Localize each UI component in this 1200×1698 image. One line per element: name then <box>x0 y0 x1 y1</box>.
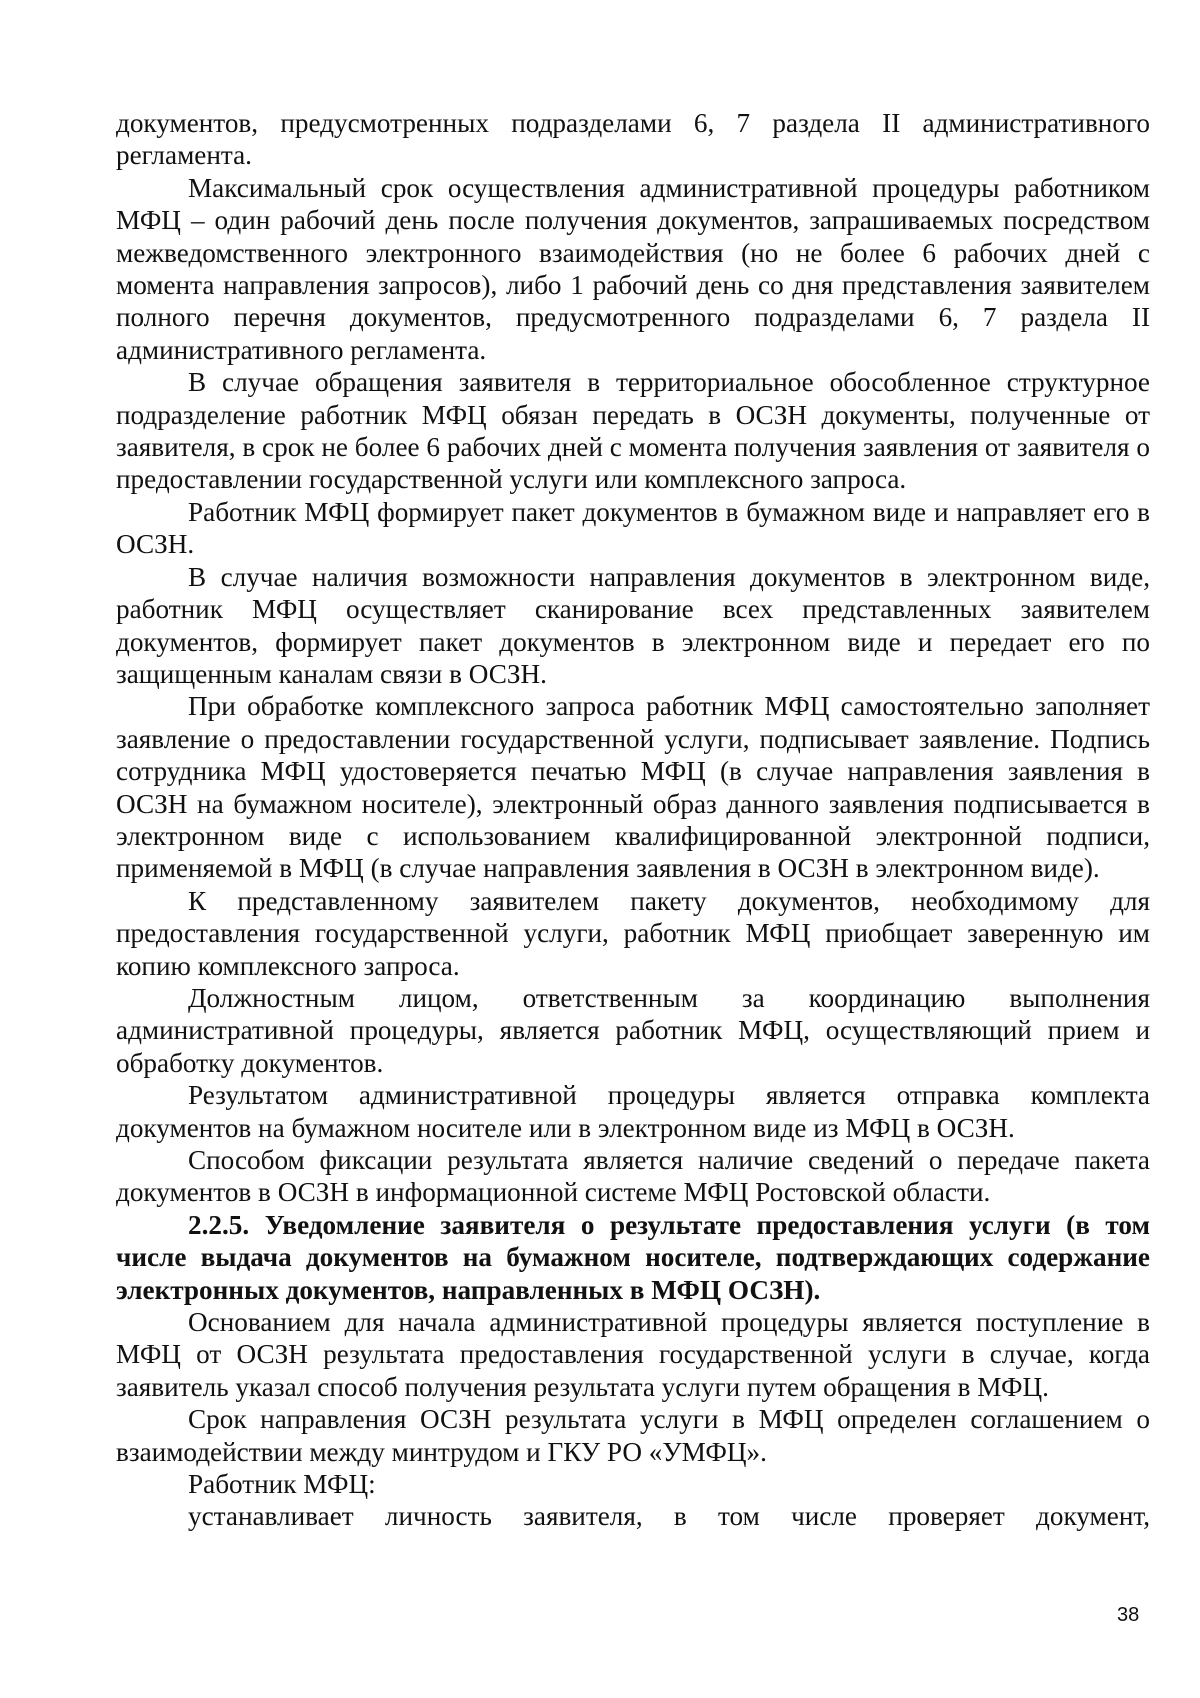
paragraph-identity-check: устанавливает личность заявителя, в том числе проверяет документ, <box>188 1501 1150 1532</box>
paragraph-worker-label: Работник МФЦ: <box>188 1469 376 1500</box>
paragraph-max-term: Максимальный срок осуществления административной процедуры работником МФЦ – один рабочий день после получения документов, запрашиваемых посредством межведомственного электронного взаимодействия (но не более 6 рабочих дней с момента направления запросов), либо 1 рабочий день со дня представления заявителем полного перечня документов, предусмотренного подразделами 6, 7 раздела II административного регламента. <box>116 172 1150 365</box>
section-heading-2-2-5: 2.2.5. Уведомление заявителя о результате предоставления услуги (в том числе выдача документов на бумажном носителе, подтверждающих содержание электронных документов, направленных в МФЦ ОСЗН). <box>116 1209 1150 1305</box>
paragraph-result: Результатом административной процедуры является отправка комплекта документов на бумажном носителе или в электронном виде из МФЦ в ОСЗН. <box>116 1080 1150 1143</box>
paragraph-attach-copy: К представленному заявителем пакету документов, необходимому для предоставления государственной услуги, работник МФЦ приобщает заверенную им копию комплексного запроса. <box>116 885 1150 981</box>
paragraph-complex-request: При обработке комплексного запроса работник МФЦ самостоятельно заполняет заявление о предоставлении государственной услуги, подписывает заявление. Подпись сотрудника МФЦ удостоверяется печатью МФЦ (в случае направления заявления в ОСЗН на бумажном носителе), электронный образ данного заявления подписывается в электронном виде с использованием квалифицированной электронной подписи, применяемой в МФЦ (в случае направления заявления в ОСЗН в электронном виде). <box>116 691 1150 884</box>
paragraph-continuation: документов, предусмотренных подразделами 6, 7 раздела II административного регламента. <box>116 108 1150 171</box>
paragraph-term-agreement: Срок направления ОСЗН результата услуги в МФЦ определен соглашением о взаимодействии между минтрудом и ГКУ РО «УМФЦ». <box>116 1404 1150 1467</box>
paragraph-territorial-unit: В случае обращения заявителя в территориальное обособленное структурное подразделение работник МФЦ обязан передать в ОСЗН документы, полученные от заявителя, в срок не более 6 рабочих дней с момента получения заявления от заявителя о предоставлении государственной услуги или комплексного запроса. <box>116 367 1150 495</box>
paragraph-fixation: Способом фиксации результата является наличие сведений о передаче пакета документов в ОСЗН в информационной системе МФЦ Ростовской области. <box>116 1145 1150 1208</box>
page-number: 38 <box>1117 1604 1140 1626</box>
paragraph-paper-package: Работник МФЦ формирует пакет документов в бумажном виде и направляет его в ОСЗН. <box>116 496 1150 560</box>
paragraph-basis: Основанием для начала административной процедуры является поступление в МФЦ от ОСЗН результата предоставления государственной услуги в случае, когда заявитель указал способ получения результата услуги путем обращения в МФЦ. <box>116 1307 1150 1402</box>
document-page <box>116 107 1150 1533</box>
paragraph-electronic-package: В случае наличия возможности направления документов в электронном виде, работник МФЦ осуществляет сканирование всех представленных заявителем документов, формирует пакет документов в электронном виде и передает его по защищенным каналам связи в ОСЗН. <box>116 561 1150 689</box>
paragraph-responsible-person: Должностным лицом, ответственным за координацию выполнения административной процедуры, является работник МФЦ, осуществляющий прием и обработку документов. <box>116 982 1150 1078</box>
